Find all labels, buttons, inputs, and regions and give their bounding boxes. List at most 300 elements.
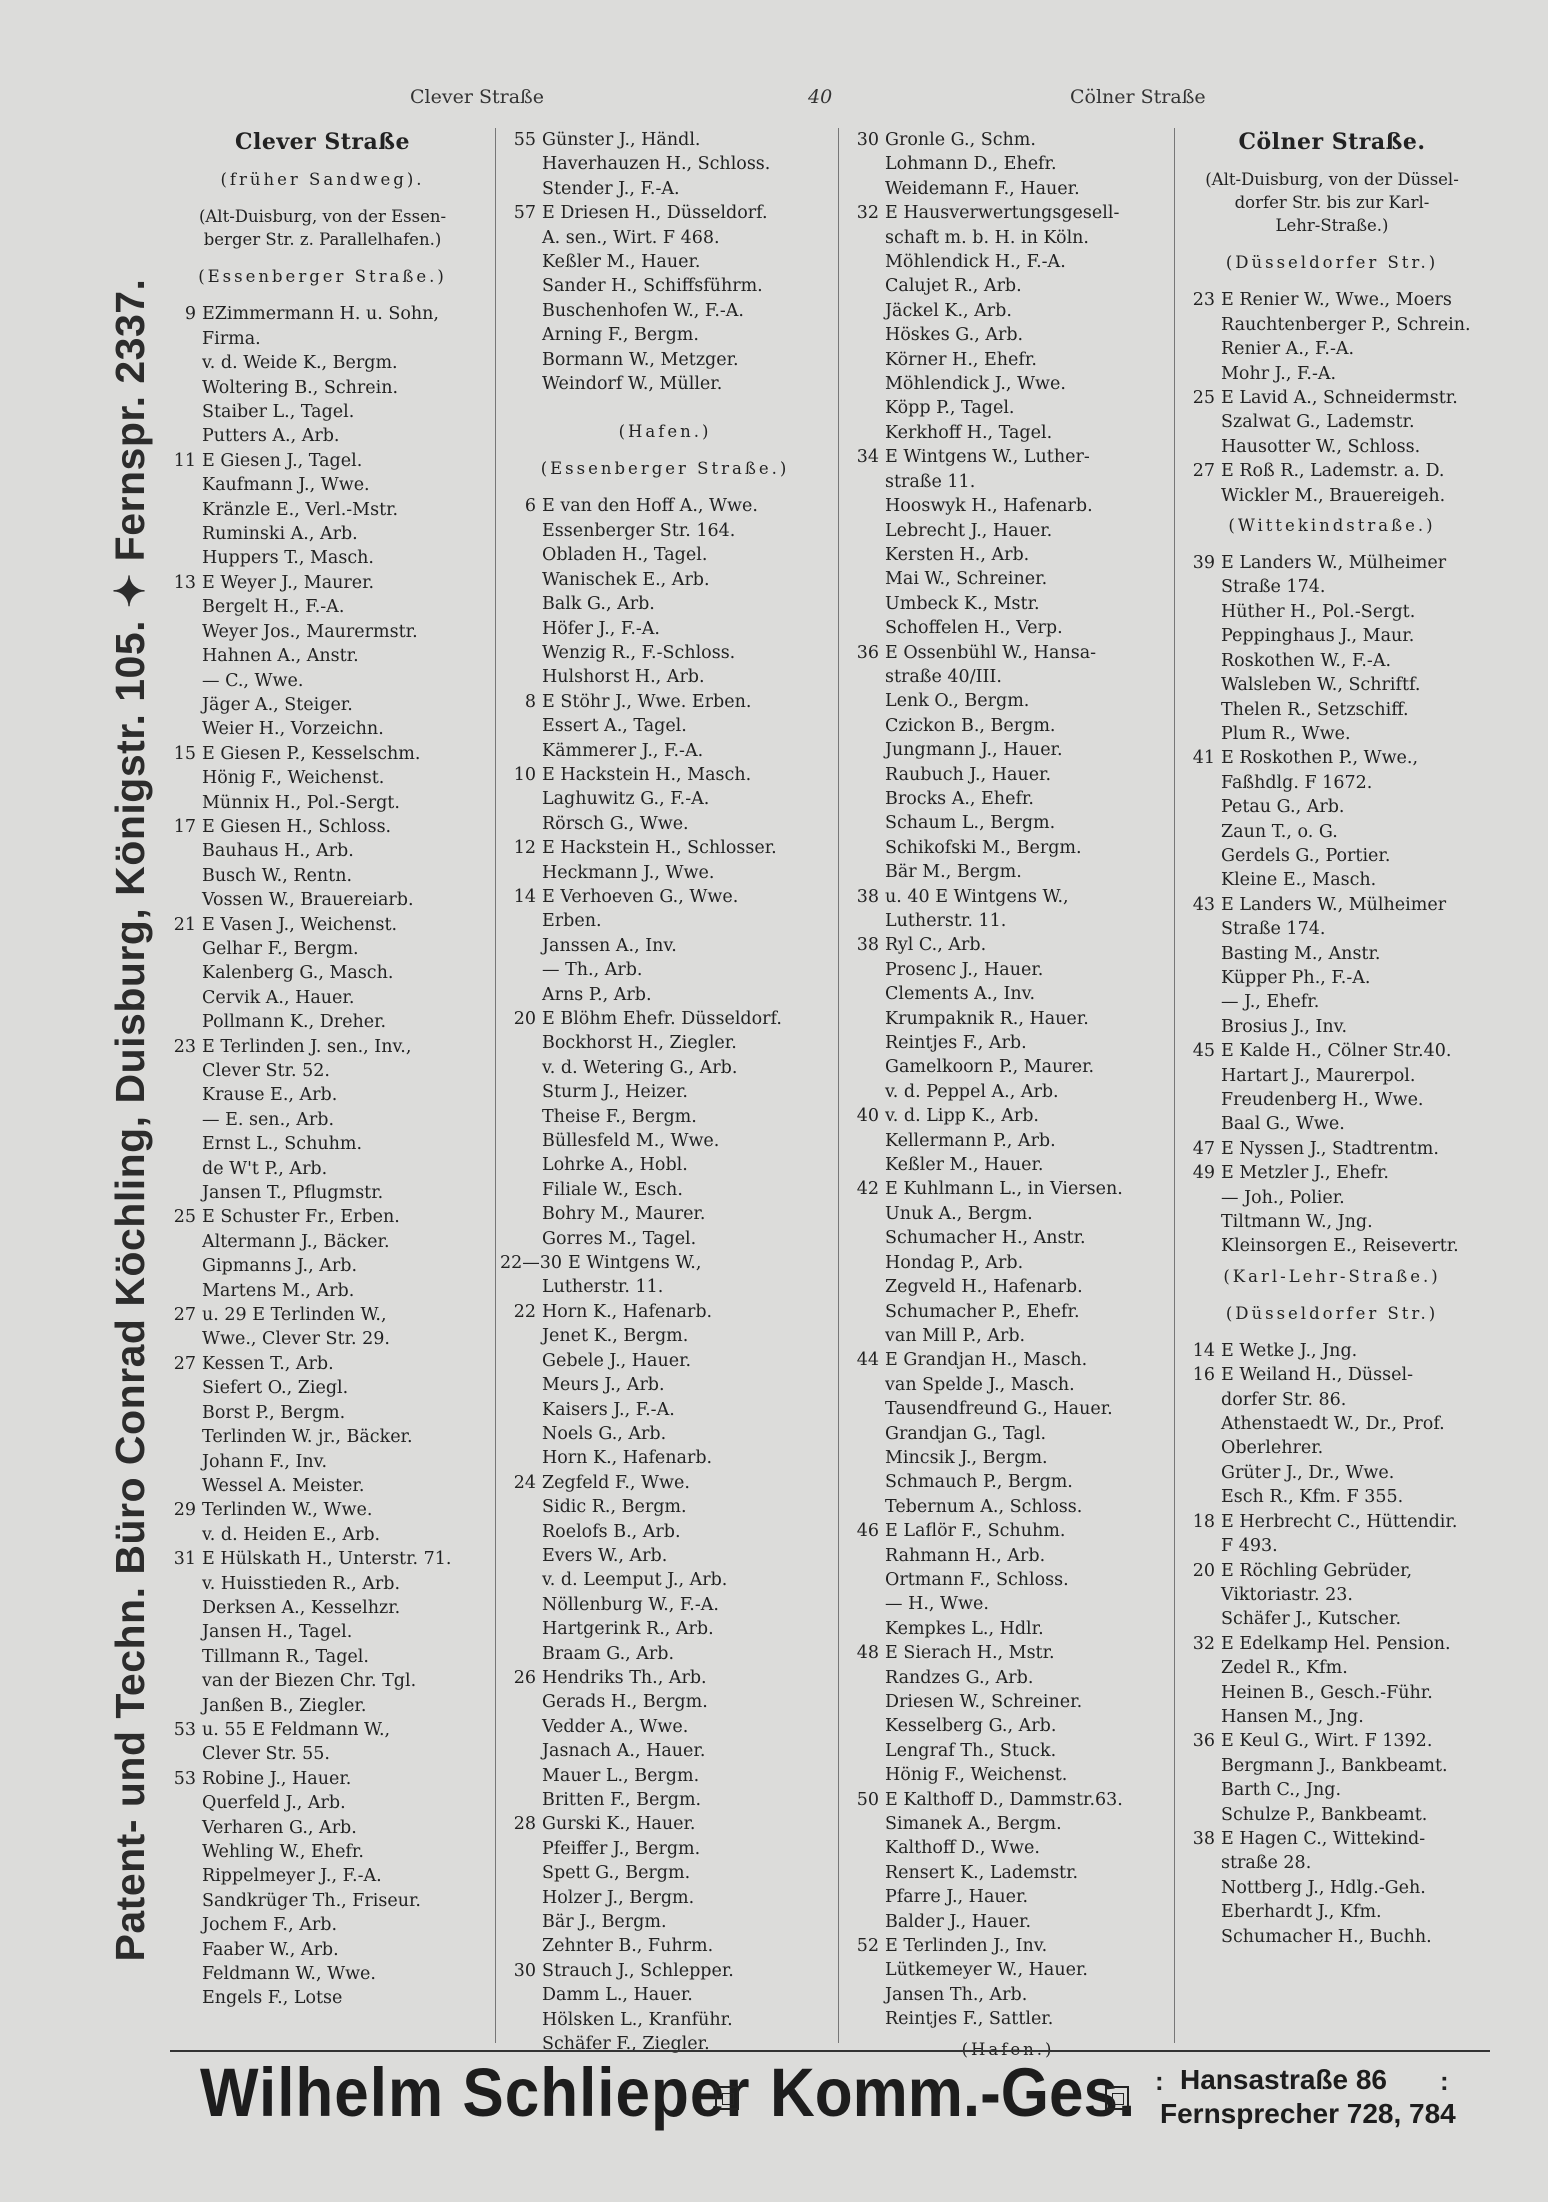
entry-text: Kalenberg G., Masch. bbox=[202, 963, 394, 984]
directory-entry bbox=[500, 1568, 830, 1592]
directory-entry bbox=[1179, 410, 1485, 434]
directory-entry bbox=[843, 1568, 1173, 1592]
house-number: 36 bbox=[1192, 1731, 1215, 1752]
directory-entry bbox=[1179, 698, 1485, 722]
directory-entry bbox=[500, 861, 830, 885]
entry-text: Randzes G., Arb. bbox=[885, 1667, 1034, 1688]
directory-entry bbox=[1179, 1064, 1485, 1088]
house-number: 13 bbox=[173, 572, 196, 593]
entry-text: Driesen W., Schreiner. bbox=[885, 1692, 1083, 1712]
entry-text: Verharen G., Arb. bbox=[202, 1817, 357, 1838]
directory-entry bbox=[500, 1251, 830, 1275]
directory-entry bbox=[843, 860, 1173, 884]
directory-entry bbox=[843, 592, 1173, 616]
directory-entry bbox=[160, 1938, 485, 1962]
directory-entry bbox=[500, 1080, 830, 1104]
directory-entry bbox=[160, 376, 485, 400]
directory-entry bbox=[500, 1788, 830, 1812]
entry-text: Mohr J., F.-A. bbox=[1221, 363, 1337, 384]
street-header-clever: Clever Straße bbox=[234, 129, 410, 155]
directory-entry bbox=[160, 937, 485, 961]
entry-list bbox=[1179, 288, 1485, 508]
street-note bbox=[1179, 168, 1485, 237]
directory-entry bbox=[160, 1620, 485, 1644]
directory-entry bbox=[843, 1275, 1173, 1299]
entry-text: Kessen T., Arb. bbox=[202, 1353, 334, 1374]
directory-entry bbox=[500, 1910, 830, 1934]
entry-text: E Giesen H., Schloss. bbox=[202, 816, 392, 837]
directory-entry bbox=[160, 595, 485, 619]
entry-text: Siefert O., Ziegl. bbox=[202, 1378, 349, 1399]
entry-text: Raubuch J., Hauer. bbox=[885, 764, 1052, 785]
directory-entry bbox=[500, 1690, 830, 1714]
entry-text: Gronle G., Schm. bbox=[885, 130, 1036, 150]
entry-text: Tausendfreund G., Hauer. bbox=[885, 1399, 1113, 1420]
entry-text: Grandjan G., Tagl. bbox=[885, 1423, 1047, 1444]
section-note: (Düsseldorfer Str.) bbox=[1225, 253, 1439, 273]
directory-entry bbox=[160, 327, 485, 351]
entry-text: Bauhaus H., Arb. bbox=[202, 841, 354, 862]
entry-text: Lenk O., Bergm. bbox=[885, 691, 1030, 712]
house-number: 15 bbox=[173, 743, 196, 764]
entry-text: Obladen H., Tagel. bbox=[542, 545, 708, 566]
entry-text: Braam G., Arb. bbox=[542, 1643, 675, 1664]
directory-entry bbox=[843, 1836, 1173, 1860]
directory-entry bbox=[843, 665, 1173, 689]
entry-text: Lütkemeyer W., Hauer. bbox=[885, 1960, 1088, 1981]
page-number: 40 bbox=[808, 86, 833, 108]
directory-entry bbox=[843, 1812, 1173, 1836]
entry-text: Bormann W., Metzger. bbox=[542, 349, 739, 370]
street-header-coelner: Cölner Straße. bbox=[1238, 129, 1426, 155]
entry-text: Cervik A., Hauer. bbox=[202, 987, 355, 1008]
entry-text: Borst P., Bergm. bbox=[202, 1402, 346, 1423]
directory-entry bbox=[500, 1593, 830, 1617]
directory-entry bbox=[500, 739, 830, 763]
house-number: 22 bbox=[513, 1301, 536, 1322]
directory-entry bbox=[1179, 1900, 1485, 1924]
directory-entry bbox=[500, 1275, 830, 1299]
entry-text: Roelofs B., Arb. bbox=[542, 1521, 681, 1542]
entry-text: Gelhar F., Bergm. bbox=[202, 938, 359, 959]
directory-entry bbox=[1179, 337, 1485, 361]
directory-entry bbox=[160, 1352, 485, 1376]
directory-entry bbox=[160, 1303, 485, 1327]
directory-entry bbox=[1179, 313, 1485, 337]
entry-text: Kersten H., Arb. bbox=[885, 544, 1030, 565]
directory-entry bbox=[1179, 386, 1485, 410]
directory-entry bbox=[843, 836, 1173, 860]
entry-text: Kaufmann J., Wwe. bbox=[202, 475, 370, 496]
entry-text: Holzer J., Bergm. bbox=[542, 1887, 695, 1908]
entry-text: Brocks A., Ehefr. bbox=[885, 788, 1034, 809]
entry-text: Schmauch P., Bergm. bbox=[885, 1472, 1073, 1493]
directory-entry bbox=[843, 1202, 1173, 1226]
entry-text: Putters A., Arb. bbox=[202, 426, 340, 447]
entry-text: Straße 174. bbox=[1221, 577, 1326, 598]
entry-text: Kellermann P., Arb. bbox=[885, 1130, 1056, 1151]
directory-entry bbox=[1179, 942, 1485, 966]
entry-text: Sturm J., Heizer. bbox=[542, 1082, 688, 1103]
entry-text: E van den Hoff A., Wwe. bbox=[542, 496, 758, 517]
directory-entry bbox=[1179, 844, 1485, 868]
directory-entry bbox=[160, 351, 485, 375]
directory-entry bbox=[1179, 624, 1485, 648]
house-number: 23 bbox=[1192, 290, 1215, 311]
entry-text: Martens M., Arb. bbox=[202, 1280, 355, 1301]
entry-text: Krumpaknik R., Hauer. bbox=[885, 1008, 1089, 1029]
directory-entry bbox=[1179, 1705, 1485, 1729]
directory-entry bbox=[843, 1373, 1173, 1397]
entry-text: Keßler M., Hauer. bbox=[542, 252, 701, 273]
entry-text: Wwe., Clever Str. 29. bbox=[202, 1329, 390, 1350]
house-number: 26 bbox=[513, 1667, 536, 1688]
running-head bbox=[140, 86, 1488, 114]
entry-text: van Spelde J., Masch. bbox=[885, 1374, 1075, 1395]
house-number: 40 bbox=[856, 1106, 879, 1127]
entry-text: Ruminski A., Arb. bbox=[202, 524, 358, 545]
directory-entry bbox=[1179, 1754, 1485, 1778]
entry-text: Ryl C., Arb. bbox=[885, 935, 987, 956]
entry-text: v. d. Peppel A., Arb. bbox=[885, 1081, 1059, 1102]
house-number: 41 bbox=[1192, 748, 1215, 769]
entry-text: Staiber L., Tagel. bbox=[202, 402, 355, 423]
house-number: 17 bbox=[173, 816, 196, 837]
entry-text: Jansen T., Pflugmstr. bbox=[202, 1183, 384, 1204]
directory-entry bbox=[500, 1300, 830, 1324]
entry-text: Lebrecht J., Hauer. bbox=[885, 520, 1053, 541]
street-note-line: Lehr-Straße.) bbox=[1275, 216, 1389, 236]
directory-entry bbox=[160, 1010, 485, 1034]
house-number: 47 bbox=[1192, 1138, 1215, 1159]
entry-text: de W't P., Arb. bbox=[202, 1158, 328, 1179]
entry-list bbox=[1179, 551, 1485, 1259]
entry-text: v. d. Leemput J., Arb. bbox=[542, 1570, 728, 1591]
house-number: 55 bbox=[513, 130, 536, 150]
entry-text: Nöllenburg W., F.-A. bbox=[542, 1594, 719, 1615]
directory-entry bbox=[843, 714, 1173, 738]
entry-text: Tillmann R., Tagel. bbox=[202, 1646, 369, 1667]
entry-text: Szalwat G., Lademstr. bbox=[1221, 412, 1415, 433]
entry-text: Wehling W., Ehefr. bbox=[202, 1842, 364, 1862]
directory-entry bbox=[843, 1519, 1173, 1543]
section-note: (Hafen.) bbox=[961, 2039, 1055, 2059]
directory-entry bbox=[160, 1742, 485, 1766]
entry-text: Rauchtenberger P., Schrein. bbox=[1221, 314, 1471, 335]
entry-text: dorfer Str. 86. bbox=[1221, 1389, 1347, 1410]
entry-text: E Roß R., Lademstr. a. D. bbox=[1221, 461, 1445, 482]
entry-text: Calujet R., Arb. bbox=[885, 276, 1022, 297]
directory-entry bbox=[500, 983, 830, 1007]
entry-text: Rensert K., Lademstr. bbox=[885, 1862, 1079, 1883]
running-head-left: Clever Straße bbox=[410, 86, 544, 108]
entry-text: E Hausverwertungsgesell- bbox=[885, 203, 1120, 224]
directory-entry bbox=[1179, 893, 1485, 917]
directory-entry bbox=[1179, 600, 1485, 624]
side-advertisement-text: Patent- und Techn. Büro Conrad Köchling, Duisburg, Königstr. 105. ✦ Fernspr. 2337. bbox=[107, 278, 153, 1962]
directory-entry bbox=[1179, 1534, 1485, 1558]
directory-entry bbox=[843, 567, 1173, 591]
directory-entry bbox=[500, 1422, 830, 1446]
entry-text: u. 55 E Feldmann W., bbox=[202, 1719, 391, 1740]
directory-entry bbox=[843, 421, 1173, 445]
directory-entry bbox=[160, 1181, 485, 1205]
directory-entry bbox=[843, 1690, 1173, 1714]
entry-text: E Terlinden J., Inv. bbox=[885, 1936, 1048, 1957]
entry-text: Evers W., Arb. bbox=[542, 1545, 668, 1566]
directory-entry bbox=[160, 546, 485, 570]
entry-text: Brosius J., Inv. bbox=[1221, 1016, 1348, 1037]
entry-text: Grüter J., Dr., Wwe. bbox=[1221, 1462, 1395, 1483]
house-number: 34 bbox=[856, 447, 879, 468]
entry-text: v. Huisstieden R., Arb. bbox=[202, 1573, 401, 1594]
entry-text: Weier H., Vorzeichn. bbox=[202, 719, 384, 740]
directory-entry bbox=[160, 1474, 485, 1498]
directory-entry bbox=[500, 1153, 830, 1177]
entry-list bbox=[843, 128, 1173, 2032]
entry-text: E Hülskath H., Unterstr. 71. bbox=[202, 1549, 452, 1570]
entry-text: Heckmann J., Wwe. bbox=[542, 862, 715, 883]
directory-entry bbox=[1179, 649, 1485, 673]
directory-entry bbox=[160, 1157, 485, 1181]
directory-entry bbox=[843, 1348, 1173, 1372]
directory-entry bbox=[160, 1864, 485, 1888]
entry-text: Schulze P., Bankbeamt. bbox=[1221, 1804, 1428, 1825]
footer-ad-name: Wilhelm Schlieper bbox=[200, 2055, 751, 2132]
directory-entry bbox=[500, 885, 830, 909]
directory-entry bbox=[843, 1910, 1173, 1934]
street-note-line: dorfer Str. bis zur Karl- bbox=[1234, 193, 1430, 213]
house-number: 43 bbox=[1192, 894, 1215, 915]
house-number: 32 bbox=[856, 203, 879, 224]
directory-entry bbox=[843, 738, 1173, 762]
entry-text: van Mill P., Arb. bbox=[885, 1325, 1026, 1346]
entry-text: Clever Str. 55. bbox=[202, 1744, 330, 1765]
footer-advertisement bbox=[170, 2050, 1490, 2132]
entry-text: Baal G., Wwe. bbox=[1221, 1114, 1345, 1135]
directory-entry bbox=[1179, 868, 1485, 892]
entry-text: Wessel A. Meister. bbox=[202, 1475, 365, 1496]
house-number: 44 bbox=[856, 1350, 879, 1371]
entry-text: Hansen M., Jng. bbox=[1221, 1706, 1364, 1727]
entry-text: E Verhoeven G., Wwe. bbox=[542, 886, 739, 907]
entry-text: — E. sen., Arb. bbox=[202, 1109, 335, 1130]
directory-entry bbox=[843, 445, 1173, 469]
entry-text: E Landers W., Mülheimer bbox=[1221, 553, 1447, 574]
directory-entry bbox=[1179, 1851, 1485, 1875]
house-number: 27 bbox=[1192, 461, 1215, 482]
entry-text: Bergmann J., Bankbeamt. bbox=[1221, 1755, 1448, 1776]
directory-entry bbox=[1179, 459, 1485, 483]
house-number: 50 bbox=[856, 1789, 879, 1810]
directory-entry bbox=[160, 669, 485, 693]
directory-entry bbox=[160, 1279, 485, 1303]
directory-entry bbox=[160, 1840, 485, 1864]
entry-text: Derksen A., Kesselhzr. bbox=[202, 1597, 401, 1618]
house-number: 16 bbox=[1192, 1365, 1215, 1386]
directory-entry bbox=[843, 1617, 1173, 1641]
entry-text: u. 29 E Terlinden W., bbox=[202, 1305, 387, 1326]
entry-list bbox=[1179, 1339, 1485, 1949]
directory-entry bbox=[160, 1791, 485, 1815]
street-note-line: (Alt-Duisburg, von der Düssel- bbox=[1205, 170, 1459, 190]
entry-text: Weyer Jos., Maurermstr. bbox=[202, 621, 418, 642]
house-number: 36 bbox=[856, 642, 879, 663]
entry-text: Rippelmeyer J., F.-A. bbox=[202, 1866, 382, 1887]
entry-list bbox=[500, 494, 830, 2056]
entry-text: Spett G., Bergm. bbox=[542, 1863, 691, 1884]
directory-entry bbox=[1179, 551, 1485, 575]
entry-text: Hondag P., Arb. bbox=[885, 1252, 1024, 1273]
directory-entry bbox=[500, 1959, 830, 1983]
directory-entry bbox=[500, 1129, 830, 1153]
directory-entry bbox=[843, 1788, 1173, 1812]
entry-text: v. d. Wetering G., Arb. bbox=[542, 1057, 738, 1078]
directory-entry bbox=[843, 1129, 1173, 1153]
directory-entry bbox=[500, 763, 830, 787]
directory-entry bbox=[843, 177, 1173, 201]
entry-text: Schikofski M., Bergm. bbox=[885, 837, 1082, 858]
directory-entry bbox=[1179, 917, 1485, 941]
directory-entry bbox=[160, 498, 485, 522]
entry-text: Tebernum A., Schloss. bbox=[885, 1496, 1083, 1517]
house-number: 11 bbox=[173, 450, 196, 471]
directory-entry bbox=[160, 1132, 485, 1156]
directory-entry bbox=[500, 1349, 830, 1373]
entry-text: Woltering B., Schrein. bbox=[202, 377, 399, 398]
directory-entry bbox=[160, 1425, 485, 1449]
entry-text: Vossen W., Brauereiarb. bbox=[202, 890, 414, 911]
entry-text: Horn K., Hafenarb. bbox=[542, 1301, 713, 1322]
directory-entry bbox=[160, 815, 485, 839]
directory-entry bbox=[160, 791, 485, 815]
house-number: 27 bbox=[173, 1353, 196, 1374]
entry-text: Nottberg J., Hdlg.-Geh. bbox=[1221, 1877, 1426, 1898]
directory-entry bbox=[1179, 1583, 1485, 1607]
entry-text: Walsleben W., Schriftf. bbox=[1221, 675, 1421, 696]
entry-text: Rörsch G., Wwe. bbox=[542, 813, 689, 834]
entry-text: Terlinden W., Wwe. bbox=[202, 1500, 373, 1521]
house-number: 45 bbox=[1192, 1041, 1215, 1062]
entry-text: Stender J., F.-A. bbox=[542, 178, 680, 199]
directory-entry bbox=[160, 620, 485, 644]
house-number: 21 bbox=[173, 914, 196, 935]
directory-entry bbox=[843, 1177, 1173, 1201]
entry-text: Pfeiffer J., Bergm. bbox=[542, 1838, 701, 1859]
directory-entry bbox=[500, 1373, 830, 1397]
directory-entry bbox=[843, 1153, 1173, 1177]
directory-entry bbox=[1179, 1803, 1485, 1827]
directory-entry bbox=[500, 1446, 830, 1470]
directory-entry bbox=[160, 1498, 485, 1522]
directory-entry bbox=[500, 1861, 830, 1885]
directory-entry bbox=[843, 1397, 1173, 1421]
entry-text: Querfeld J., Arb. bbox=[202, 1793, 346, 1814]
directory-entry bbox=[500, 1764, 830, 1788]
directory-entry bbox=[1179, 1112, 1485, 1136]
ornament-box-icon bbox=[1105, 2086, 1129, 2110]
directory-entry bbox=[1179, 1559, 1485, 1583]
house-number: 25 bbox=[1192, 388, 1215, 409]
directory-entry bbox=[1179, 1656, 1485, 1680]
directory-entry bbox=[843, 1324, 1173, 1348]
directory-entry bbox=[500, 1007, 830, 1031]
entry-text: Reintjes F., Sattler. bbox=[885, 2009, 1054, 2030]
entry-text: Bockhorst H., Ziegler. bbox=[542, 1033, 737, 1054]
directory-entry bbox=[160, 1816, 485, 1840]
entry-text: Clever Str. 52. bbox=[202, 1061, 330, 1081]
directory-entry bbox=[843, 1958, 1173, 1982]
entry-text: Johann F., Inv. bbox=[202, 1451, 328, 1472]
directory-entry bbox=[500, 1886, 830, 1910]
entry-text: Meurs J., Arb. bbox=[542, 1375, 665, 1396]
directory-entry bbox=[1179, 966, 1485, 990]
directory-entry bbox=[500, 934, 830, 958]
directory-entry bbox=[843, 299, 1173, 323]
entry-text: Firma. bbox=[202, 328, 261, 349]
column-3 bbox=[838, 128, 1173, 2059]
section-note: (Karl-Lehr-Straße.) bbox=[1223, 1266, 1441, 1286]
footer-ad-address: Hansastraße 86 bbox=[1180, 2064, 1388, 2095]
colon-ornament-icon: : bbox=[1440, 2066, 1449, 2096]
directory-entry bbox=[843, 1641, 1173, 1665]
directory-entry bbox=[500, 1715, 830, 1739]
entry-text: Kesselberg G., Arb. bbox=[885, 1716, 1057, 1737]
directory-entry bbox=[500, 2008, 830, 2032]
entry-text: E Giesen P., Kesselschm. bbox=[202, 743, 421, 764]
entry-text: Bär J., Bergm. bbox=[542, 1912, 667, 1933]
entry-text: E Weiland H., Düssel- bbox=[1221, 1365, 1413, 1386]
directory-entry bbox=[843, 1763, 1173, 1787]
entry-text: Janßen B., Ziegler. bbox=[202, 1695, 367, 1716]
entry-text: Basting M., Anstr. bbox=[1221, 943, 1381, 964]
entry-text: Münnix H., Pol.-Sergt. bbox=[202, 792, 400, 813]
directory-entry bbox=[843, 1739, 1173, 1763]
directory-entry bbox=[160, 1572, 485, 1596]
entry-text: Peppinghaus J., Maur. bbox=[1221, 626, 1415, 647]
directory-entry bbox=[500, 1227, 830, 1251]
entry-text: Lohrke A., Hobl. bbox=[542, 1155, 688, 1176]
entry-text: Horn K., Hafenarb. bbox=[542, 1448, 713, 1469]
entry-text: Schaum L., Bergm. bbox=[885, 813, 1056, 834]
directory-entry bbox=[1179, 1510, 1485, 1534]
entry-text: Schumacher H., Anstr. bbox=[885, 1228, 1086, 1249]
directory-entry bbox=[160, 1035, 485, 1059]
directory-entry bbox=[843, 909, 1173, 933]
directory-entry bbox=[500, 836, 830, 860]
house-number: 6 bbox=[524, 496, 536, 517]
section-note: (Essenberger Straße.) bbox=[540, 459, 790, 479]
entry-text: Huppers T., Masch. bbox=[202, 548, 374, 569]
entry-text: Umbeck K., Mstr. bbox=[885, 593, 1040, 614]
house-number: 46 bbox=[856, 1521, 879, 1542]
directory-entry bbox=[500, 152, 830, 176]
directory-entry bbox=[1179, 1827, 1485, 1851]
directory-entry bbox=[1179, 990, 1485, 1014]
entry-text: Kerkhoff H., Tagel. bbox=[885, 422, 1053, 443]
section-note: (Düsseldorfer Str.) bbox=[1225, 1303, 1439, 1323]
house-number: 23 bbox=[173, 1036, 196, 1057]
directory-entry bbox=[1179, 1088, 1485, 1112]
entry-text: Faßhdlg. F 1672. bbox=[1221, 772, 1373, 793]
entry-text: Hooswyk H., Hafenarb. bbox=[885, 496, 1093, 517]
section-note: (Wittekindstraße.) bbox=[1228, 516, 1436, 536]
directory-entry bbox=[160, 1401, 485, 1425]
directory-entry bbox=[160, 1523, 485, 1547]
entry-text: — Th., Arb. bbox=[542, 960, 643, 981]
directory-entry bbox=[843, 543, 1173, 567]
entry-text: Athenstaedt W., Dr., Prof. bbox=[1221, 1414, 1445, 1435]
